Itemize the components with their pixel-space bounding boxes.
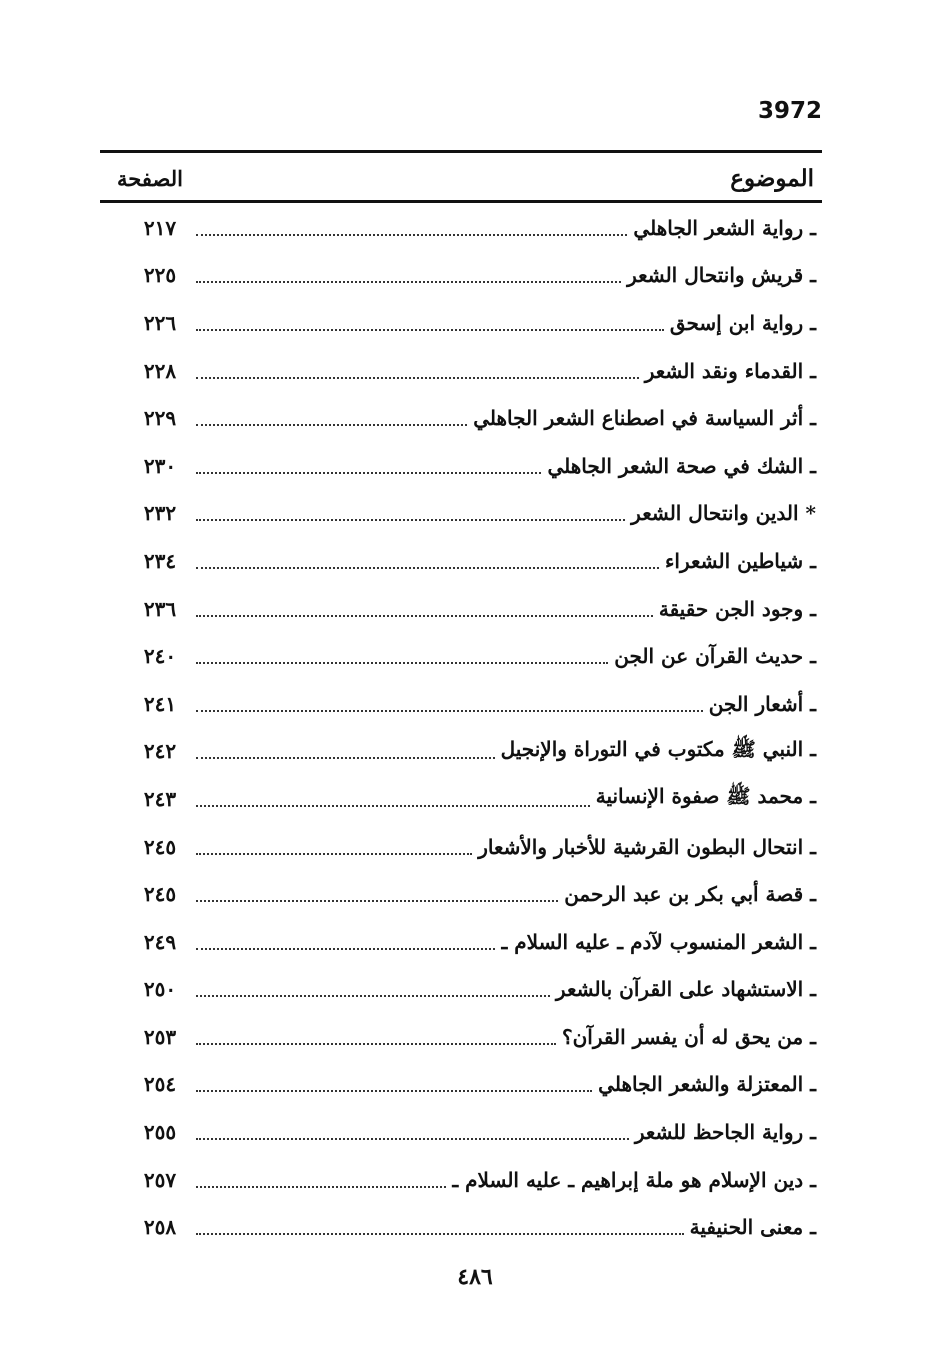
toc-header-row bbox=[100, 158, 822, 198]
leader-dots bbox=[196, 710, 703, 712]
toc-entry-title-wrap bbox=[100, 454, 822, 478]
toc-entry-title: ـ من يحق له أن يفسر القرآن؟ bbox=[561, 1024, 816, 1049]
leader-dots bbox=[196, 615, 653, 617]
toc-entry-page: ٢٣٢ bbox=[143, 501, 177, 526]
toc-entry bbox=[100, 394, 822, 442]
toc-entry-page: ٢٤٠ bbox=[143, 644, 177, 669]
toc-entry-page: ٢٤٥ bbox=[143, 882, 177, 907]
toc-entry-title-wrap bbox=[100, 1072, 822, 1096]
toc-entry-title: ـ وجود الجن حقيقة bbox=[658, 596, 816, 621]
toc-entry-page: ٢٥٠ bbox=[143, 977, 177, 1002]
toc-entry bbox=[100, 585, 822, 633]
toc-entry-title: ـ أشعار الجن bbox=[708, 691, 816, 716]
leader-dots bbox=[196, 472, 541, 474]
toc-entry-page: ٢٥٨ bbox=[143, 1215, 177, 1240]
toc-entry-page: ٢٢٦ bbox=[143, 310, 177, 335]
leader-dots bbox=[196, 329, 664, 331]
toc-entry-page: ٢١٧ bbox=[143, 215, 177, 240]
toc-entry-title: ـ رواية ابن إسحق bbox=[669, 310, 816, 335]
toc-entry bbox=[100, 1061, 822, 1109]
toc-entry-title-wrap bbox=[100, 930, 822, 954]
leader-dots bbox=[196, 281, 621, 283]
toc-entry-title: ـ قريش وانتحال الشعر bbox=[627, 263, 816, 288]
toc-entry-title-wrap bbox=[100, 1120, 822, 1144]
toc-entry-title-wrap bbox=[100, 1168, 822, 1192]
toc-entry bbox=[100, 1156, 822, 1204]
toc-entry-title: ـ دين الإسلام هو ملة إبراهيم ـ عليه السلام ـ bbox=[452, 1167, 816, 1192]
leader-dots bbox=[196, 1138, 629, 1140]
toc-entry-title-wrap bbox=[100, 597, 822, 621]
toc-entry-title-wrap bbox=[100, 359, 822, 383]
toc-entry bbox=[100, 728, 822, 776]
leader-dots bbox=[196, 853, 472, 855]
leader-dots bbox=[196, 1090, 592, 1092]
leader-dots bbox=[196, 948, 495, 950]
toc-entry-title: ـ الشك في صحة الشعر الجاهلي bbox=[547, 453, 816, 478]
header-top-rule bbox=[100, 150, 822, 153]
toc-entry-page: ٢٢٨ bbox=[143, 358, 177, 383]
leader-dots bbox=[196, 662, 608, 664]
leader-dots bbox=[196, 805, 590, 807]
topic-column-heading: الموضوع bbox=[730, 164, 814, 192]
header-bottom-rule bbox=[100, 200, 822, 203]
page-folio: ٤٨٦ bbox=[457, 1264, 493, 1290]
toc-entry-page: ٢٤٩ bbox=[143, 929, 177, 954]
toc-entry bbox=[100, 966, 822, 1014]
toc-entry-title: * الدين وانتحال الشعر bbox=[631, 501, 816, 526]
toc-entry-title-wrap bbox=[100, 311, 822, 335]
toc-entry bbox=[100, 252, 822, 300]
toc-entry-title-wrap bbox=[100, 1215, 822, 1239]
toc-entry-title-wrap bbox=[100, 835, 822, 859]
toc-entry bbox=[100, 632, 822, 680]
toc-entry bbox=[100, 442, 822, 490]
toc-entry-title-wrap bbox=[100, 501, 822, 525]
toc-entry bbox=[100, 1013, 822, 1061]
toc-entry-title-wrap bbox=[100, 263, 822, 287]
toc-entry bbox=[100, 490, 822, 538]
toc-entry-title: ـ انتحال البطون القرشية للأخبار والأشعار bbox=[478, 834, 816, 859]
leader-dots bbox=[196, 377, 639, 379]
toc-entry-page: ٢٤٥ bbox=[143, 834, 177, 859]
table-of-contents bbox=[100, 204, 822, 1251]
leader-dots bbox=[196, 1233, 684, 1235]
leader-dots bbox=[196, 424, 467, 426]
toc-entry-title: ـ محمد ﷺ صفوة الإنسانية bbox=[595, 784, 816, 809]
toc-entry bbox=[100, 918, 822, 966]
toc-entry-title-wrap bbox=[100, 737, 822, 766]
toc-entry-title: ـ المعتزلة والشعر الجاهلي bbox=[598, 1072, 816, 1097]
toc-entry-page: ٢٤١ bbox=[143, 691, 177, 716]
toc-entry bbox=[100, 823, 822, 871]
toc-entry-page: ٢٤٢ bbox=[143, 739, 177, 764]
toc-entry-title: ـ الشعر المنسوب لآدم ـ عليه السلام ـ bbox=[501, 929, 816, 954]
toc-entry-title-wrap bbox=[100, 216, 822, 240]
toc-entry-page: ٢٥٧ bbox=[143, 1167, 177, 1192]
toc-entry-title: ـ الاستشهاد على القرآن بالشعر bbox=[555, 977, 816, 1002]
leader-dots bbox=[196, 1043, 556, 1045]
toc-entry bbox=[100, 299, 822, 347]
leader-dots bbox=[196, 567, 659, 569]
leader-dots bbox=[196, 519, 625, 521]
leader-dots bbox=[196, 1186, 446, 1188]
toc-entry bbox=[100, 204, 822, 252]
toc-entry bbox=[100, 347, 822, 395]
toc-entry-title: ـ رواية الشعر الجاهلي bbox=[633, 215, 816, 240]
toc-entry bbox=[100, 1203, 822, 1251]
toc-entry-page: ٢٥٤ bbox=[143, 1072, 177, 1097]
toc-entry-title-wrap bbox=[100, 406, 822, 430]
toc-entry-page: ٢٣٤ bbox=[143, 548, 177, 573]
toc-entry-title-wrap bbox=[100, 882, 822, 906]
toc-entry-title: ـ أثر السياسة في اصطناع الشعر الجاهلي bbox=[473, 406, 816, 431]
toc-entry-title: ـ معنى الحنيفية bbox=[689, 1215, 816, 1240]
leader-dots bbox=[196, 234, 627, 236]
leader-dots bbox=[196, 757, 495, 759]
toc-entry-title: ـ النبي ﷺ مكتوب في التوراة والإنجيل bbox=[500, 736, 816, 761]
toc-entry-page: ٢٣٦ bbox=[143, 596, 177, 621]
toc-entry-title-wrap bbox=[100, 977, 822, 1001]
toc-entry bbox=[100, 537, 822, 585]
toc-entry bbox=[100, 680, 822, 728]
toc-entry-title-wrap bbox=[100, 784, 822, 813]
toc-entry-title-wrap bbox=[100, 644, 822, 668]
toc-entry-page: ٢٢٥ bbox=[143, 263, 177, 288]
toc-entry-page: ٢٤٣ bbox=[143, 786, 177, 811]
toc-entry-title: ـ القدماء ونقد الشعر bbox=[644, 358, 816, 383]
toc-entry bbox=[100, 1108, 822, 1156]
toc-entry-page: ٢٥٥ bbox=[143, 1120, 177, 1145]
toc-entry-title: ـ رواية الجاحظ للشعر bbox=[634, 1120, 816, 1145]
toc-entry bbox=[100, 775, 822, 823]
toc-entry-page: ٢٢٩ bbox=[143, 406, 177, 431]
toc-entry-title-wrap bbox=[100, 549, 822, 573]
toc-entry bbox=[100, 870, 822, 918]
leader-dots bbox=[196, 995, 550, 997]
leader-dots bbox=[196, 900, 558, 902]
running-header-number: 3972 bbox=[757, 98, 822, 124]
toc-entry-title-wrap bbox=[100, 1025, 822, 1049]
toc-entry-title: ـ شياطين الشعراء bbox=[665, 548, 816, 573]
toc-entry-page: ٢٣٠ bbox=[143, 453, 177, 478]
toc-entry-title: ـ قصة أبي بكر بن عبد الرحمن bbox=[564, 882, 816, 907]
toc-entry-title: ـ حديث القرآن عن الجن bbox=[614, 644, 816, 669]
toc-entry-page: ٢٥٣ bbox=[143, 1024, 177, 1049]
page-column-heading: الصفحة bbox=[117, 165, 183, 191]
toc-entry-title-wrap bbox=[100, 692, 822, 716]
